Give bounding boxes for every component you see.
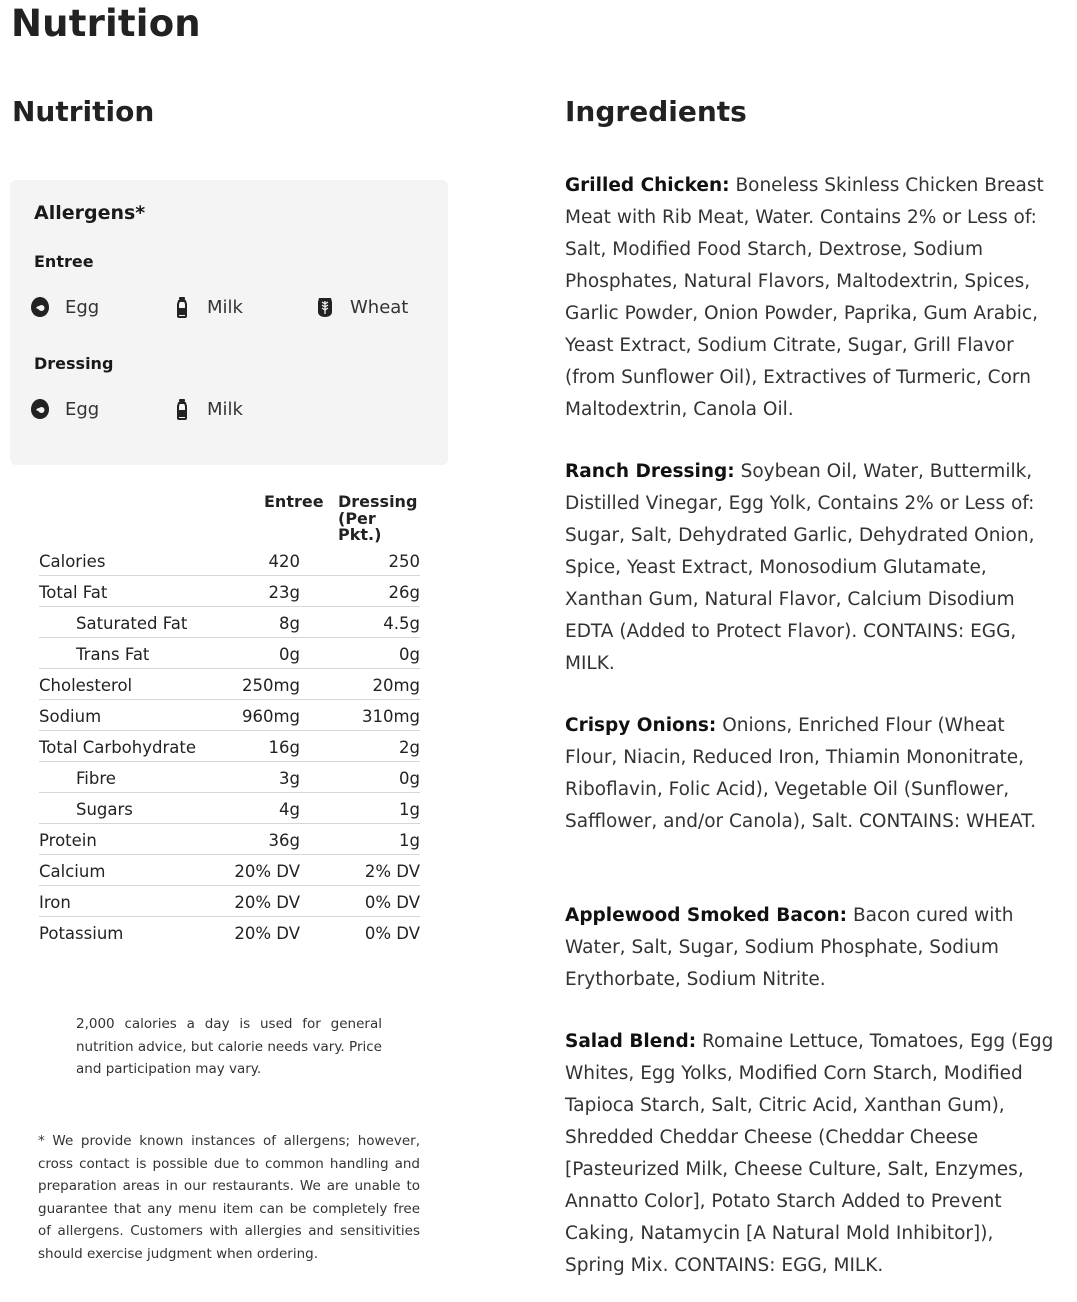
column-header-entree: Entree	[264, 492, 324, 511]
dressing-value: 2% DV	[364, 862, 420, 881]
entree-value: 3g	[279, 769, 300, 788]
ingredient-text: Onions, Enriched Flour (Wheat Flour, Niacin, Reduced Iron, Thiamin Mononitrate, Riboflavin, Folic Acid), Vegetable Oil (Sunflower, Safflower, and/or Canola), Salt. CONTAINS: WHEAT.	[565, 715, 1037, 832]
allergen-item	[170, 397, 243, 421]
row-label: Calcium	[39, 862, 106, 881]
nutrition-heading: Nutrition	[12, 95, 155, 128]
row-label: Potassium	[39, 924, 124, 943]
dressing-value: 1g	[399, 831, 420, 850]
dressing-value: 0g	[399, 645, 420, 664]
entree-value: 250mg	[241, 676, 300, 695]
ingredient-text: Bacon cured with Water, Salt, Sugar, Sodium Phosphate, Sodium Erythorbate, Sodium Nitrite.	[565, 905, 1014, 990]
table-row	[39, 576, 420, 607]
table-row	[39, 793, 420, 824]
ingredient-text: Boneless Skinless Chicken Breast Meat with Rib Meat, Water. Contains 2% or Less of: Salt, Modified Food Starch, Dextrose, Sodium Phosphates, Natural Flavors, Maltodextrin, Spices, Garlic Powder, Onion Powder, Paprika, Gum Arabic, Yeast Extract, Sodium Citrate, Sugar, Grill Flavor (from Sunflower Oil), Extractives of Turmeric, Corn Maltodextrin, Canola Oil.	[565, 175, 1044, 420]
column-header-dressing: Dressing	[338, 492, 418, 511]
row-label: Trans Fat	[76, 645, 150, 664]
entree-value: 20% DV	[234, 924, 300, 943]
entree-value: 20% DV	[234, 893, 300, 912]
dressing-value: 26g	[388, 583, 420, 602]
table-row	[39, 638, 420, 669]
table-row	[39, 762, 420, 793]
dressing-value: 2g	[399, 738, 420, 757]
ingredient-text: Soybean Oil, Water, Buttermilk, Distilled Vinegar, Egg Yolk, Contains 2% or Less of: Sugar, Salt, Dehydrated Garlic, Dehydrated Onion, Spice, Yeast Extract, Monosodium Glutamate, Xanthan Gum, Natural Flavor, Calcium Disodium EDTA (Added to Protect Flavor). CONTAINS: EGG, MILK.	[565, 461, 1035, 674]
table-row	[39, 669, 420, 700]
table-row	[39, 855, 420, 886]
allergens-panel	[10, 180, 448, 465]
dressing-value: 0% DV	[364, 924, 420, 943]
row-label: Iron	[39, 893, 71, 912]
allergen-label: Milk	[207, 296, 243, 318]
dressing-value: 250	[388, 552, 420, 571]
entree-value: 36g	[268, 831, 300, 850]
row-label: Sodium	[39, 707, 102, 726]
entree-value: 960mg	[241, 707, 300, 726]
row-label: Fibre	[76, 769, 116, 788]
allergen-label: Wheat	[350, 296, 409, 318]
entree-value: 420	[268, 552, 300, 571]
dressing-value: 1g	[399, 800, 420, 819]
dressing-value: 0% DV	[364, 893, 420, 912]
allergen-item	[28, 295, 99, 319]
egg-icon	[28, 397, 52, 421]
allergen-item	[313, 295, 408, 319]
table-row	[39, 917, 420, 948]
ingredient-item	[565, 1026, 1057, 1282]
milk-icon	[170, 295, 194, 319]
entree-value: 16g	[268, 738, 300, 757]
wheat-icon	[313, 295, 337, 319]
table-row	[39, 545, 420, 576]
entree-value: 0g	[279, 645, 300, 664]
entree-value: 20% DV	[234, 862, 300, 881]
ingredient-text: Romaine Lettuce, Tomatoes, Egg (Egg Whites, Egg Yolks, Modified Corn Starch, Modified Tapioca Starch, Salt, Citric Acid, Xanthan Gum), Shredded Cheddar Cheese (Cheddar Cheese [Pasteurized Milk, Cheese Culture, Salt, Enzymes, Annatto Color], Potato Starch Added to Prevent Caking, Natamycin [A Natural Mold Inhibitor]), Spring Mix. CONTAINS: EGG, MILK.	[565, 1031, 1054, 1276]
dressing-value: 310mg	[361, 707, 420, 726]
dressing-value: 4.5g	[383, 614, 420, 633]
ingredients-heading: Ingredients	[565, 95, 747, 128]
table-row	[39, 886, 420, 917]
row-label: Sugars	[76, 800, 133, 819]
egg-icon	[28, 295, 52, 319]
calorie-note: 2,000 calories a day is used for general nutrition advice, but calorie needs vary. Price and participation may vary.	[76, 1016, 382, 1077]
allergen-label: Milk	[207, 398, 243, 420]
ingredient-item	[565, 456, 1057, 680]
allergen-group-dressing: Dressing	[34, 354, 114, 373]
dressing-value: 0g	[399, 769, 420, 788]
dressing-value: 20mg	[372, 676, 420, 695]
row-label: Total Carbohydrate	[39, 738, 196, 757]
row-label: Protein	[39, 831, 97, 850]
ingredient-item	[565, 170, 1057, 426]
row-label: Saturated Fat	[76, 614, 188, 633]
table-row	[39, 607, 420, 638]
column-header-dressing-sub: (Per Pkt.)	[338, 509, 382, 544]
table-row	[39, 731, 420, 762]
ingredient-name: Applewood Smoked Bacon:	[565, 905, 848, 926]
ingredient-name: Grilled Chicken:	[565, 175, 730, 196]
allergen-disclaimer: * We provide known instances of allergens; however, cross contact is possible due to common handling and preparation areas in our restaurants. We are unable to guarantee that any menu item can be completely free of allergens. Customers with allergies and sensitivities should exercise judgment when ordering.	[38, 1133, 420, 1262]
table-row	[39, 700, 420, 731]
milk-icon	[170, 397, 194, 421]
allergen-item	[28, 397, 99, 421]
ingredient-name: Salad Blend:	[565, 1031, 697, 1052]
table-row	[39, 824, 420, 855]
page-title: Nutrition	[11, 2, 201, 45]
allergen-group-entree: Entree	[34, 252, 94, 271]
allergens-heading: Allergens*	[34, 202, 146, 224]
allergen-label: Egg	[65, 296, 100, 318]
allergen-item	[170, 295, 243, 319]
allergen-label: Egg	[65, 398, 100, 420]
ingredient-name: Ranch Dressing:	[565, 461, 735, 482]
row-label: Total Fat	[39, 583, 108, 602]
entree-value: 23g	[268, 583, 300, 602]
ingredient-name: Crispy Onions:	[565, 715, 717, 736]
row-label: Cholesterol	[39, 676, 133, 695]
entree-value: 8g	[279, 614, 300, 633]
ingredient-item	[565, 900, 1057, 996]
ingredient-item	[565, 710, 1057, 838]
entree-value: 4g	[279, 800, 300, 819]
row-label: Calories	[39, 552, 106, 571]
